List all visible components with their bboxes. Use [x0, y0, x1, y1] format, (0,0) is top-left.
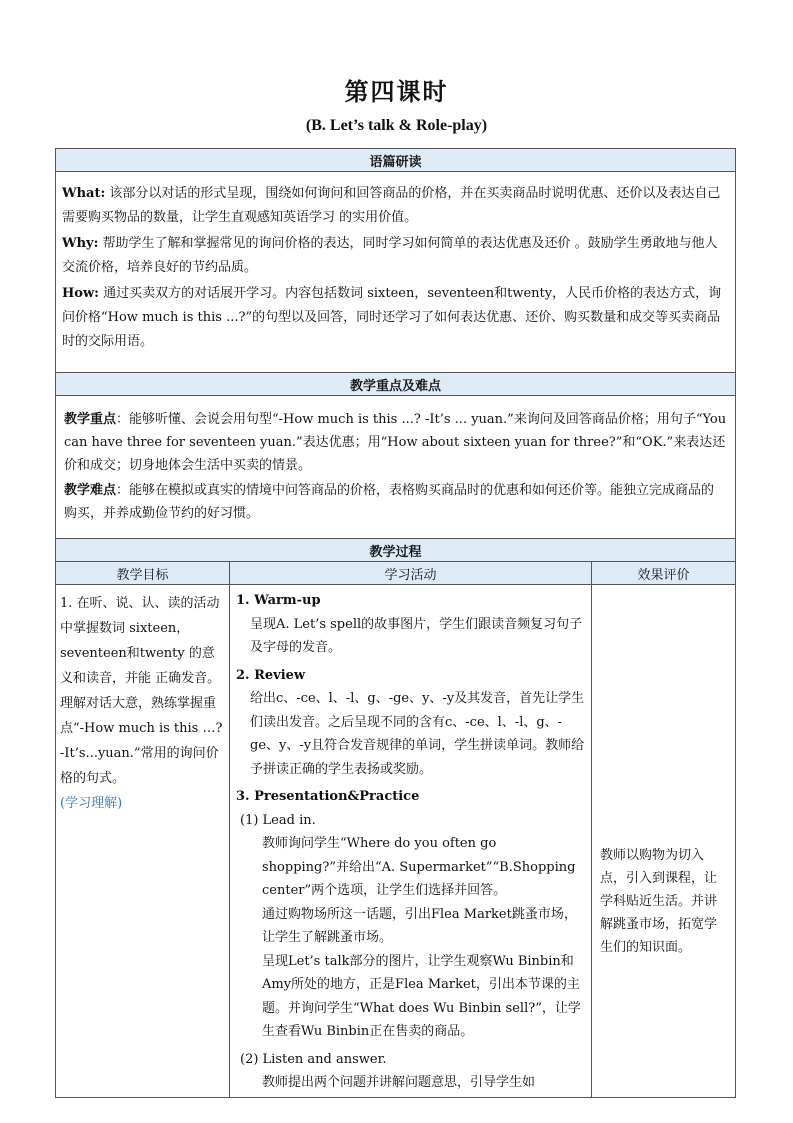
how-paragraph: [62, 282, 727, 354]
text-analysis-cell: [56, 172, 736, 373]
warmup-text: 呈现A. Let’s spell的故事图片，学生们跟读音频复习句子及字母的发音。: [250, 616, 583, 655]
page-subtitle: (B. Let’s talk & Role-play): [305, 117, 488, 134]
lead-in-heading: (1) Lead in.: [240, 812, 316, 828]
difficulty-label: 教学难点: [64, 483, 117, 498]
process-row: [56, 585, 736, 1098]
section-3-heading-row: [56, 539, 736, 562]
why-text: 帮助学生了解和掌握常见的询问价格的表达，同时学习如何简单的表达优惠及还价 。鼓励学生勇敢地与他人交流价格，培养良好的节约品质。: [62, 236, 718, 275]
lead-in-paragraph-1: 教师询问学生“Where do you often go shopping?”并给出“A. Supermarket”“B.Shopping center”两个选项，让学生们选择并回答。: [262, 836, 576, 898]
review-text: 给出c、-ce、l、-l、g、-ge、y、-y及其发音，首先让学生们读出发音。之后呈现不同的含有c、-ce、l、-l、g、-ge、y、-y且符合发音规律的单词，学生拼读单词。教师给予拼读正确的学生表扬或奖励。: [250, 691, 585, 777]
why-paragraph: [62, 232, 727, 280]
difficulty-paragraph: [64, 479, 727, 525]
lead-in-paragraph-3: 呈现Let’s talk部分的图片，让学生观察Wu Binbin和Amy所处的地方，正是Flea Market，引出本节课的主题。并询问学生“What does Wu Binbin sell?”，让学生查看Wu Binbin正在售卖的商品。: [262, 953, 581, 1039]
key-point-text: ：能够听懂、会说会用句型“-How much is this ...? -It’s ... yuan.”来询问及回答商品价格；用句子“You can have three for seventeen yuan.”表达优惠；用“How about sixteen yuan for three?”和“OK.”来表达还价和成交；切身地体会生活中买卖的情景。: [64, 412, 727, 473]
key-point-label: 教学重点: [64, 412, 117, 427]
why-label: Why:: [62, 236, 99, 251]
column-header-goal: 教学目标: [56, 562, 230, 585]
how-label: How:: [62, 286, 99, 301]
page-title: 第四课时: [344, 77, 449, 106]
review-heading: 2. Review: [236, 667, 306, 683]
section-1-body-row: [56, 172, 736, 373]
column-header-activity: 学习活动: [230, 562, 592, 585]
section-1-heading-row: [56, 149, 736, 172]
activity-cell: [230, 585, 592, 1098]
what-label: What:: [62, 186, 106, 201]
goal-text: 1. 在听、说、认、读的活动中掌握数词 sixteen，seventeen和twenty 的意义和读音，并能 正确发音。理解对话大意，熟练掌握重点“-How much is this …? -It’s...yuan.”常用的询问价格的句式。: [60, 596, 223, 786]
section-2-heading: 教学重点及难点: [56, 373, 736, 396]
evaluation-text: 教师以购物为切入点，引入到课程，让学科贴近生活。并讲解跳蚤市场，拓宽学生们的知识面。: [600, 847, 718, 955]
section-2-heading-row: [56, 373, 736, 396]
key-points-cell: [56, 396, 736, 539]
what-paragraph: [62, 182, 727, 230]
how-text: 通过买卖双方的对话展开学习。内容包括数词 sixteen，seventeen和twenty，人民币价格的表达方式，询问价格“How much is this ...?”的句型以及回答，同时还学习了如何表达优惠、还价、购买数量和成交等买卖商品时的交际用语。: [62, 286, 722, 349]
key-point-paragraph: [64, 408, 727, 477]
listen-paragraph-1: 教师提出两个问题并讲解问题意思，引导学生如: [262, 1075, 536, 1090]
warmup-heading: 1. Warm-up: [236, 593, 321, 608]
listen-heading: (2) Listen and answer.: [240, 1051, 387, 1067]
lesson-table: [55, 148, 736, 1098]
column-header-row: [56, 562, 736, 585]
difficulty-text: ：能够在模拟或真实的情境中问答商品的价格，表格购买商品时的优惠和如何还价等。能独立完成商品的购买，并养成勤俭节约的好习惯。: [64, 483, 715, 521]
presentation-heading: 3. Presentation&Practice: [236, 789, 420, 804]
section-2-body-row: [56, 396, 736, 539]
what-text: 该部分以对话的形式呈现，围绕如何询问和回答商品的价格，并在买卖商品时说明优惠、还价以及表达自己需要购买物品的数量，让学生直观感知英语学习 的实用价值。: [62, 186, 721, 225]
column-header-evaluation: 效果评价: [592, 562, 736, 585]
evaluation-cell: [592, 585, 736, 1098]
goal-tag: (学习理解): [60, 796, 123, 811]
section-1-heading: 语篇研读: [56, 149, 736, 172]
goal-cell: [56, 585, 230, 1098]
lead-in-paragraph-2: 通过购物场所这一话题，引出Flea Market跳蚤市场，让学生了解跳蚤市场。: [262, 906, 577, 945]
section-3-heading: 教学过程: [56, 539, 736, 562]
